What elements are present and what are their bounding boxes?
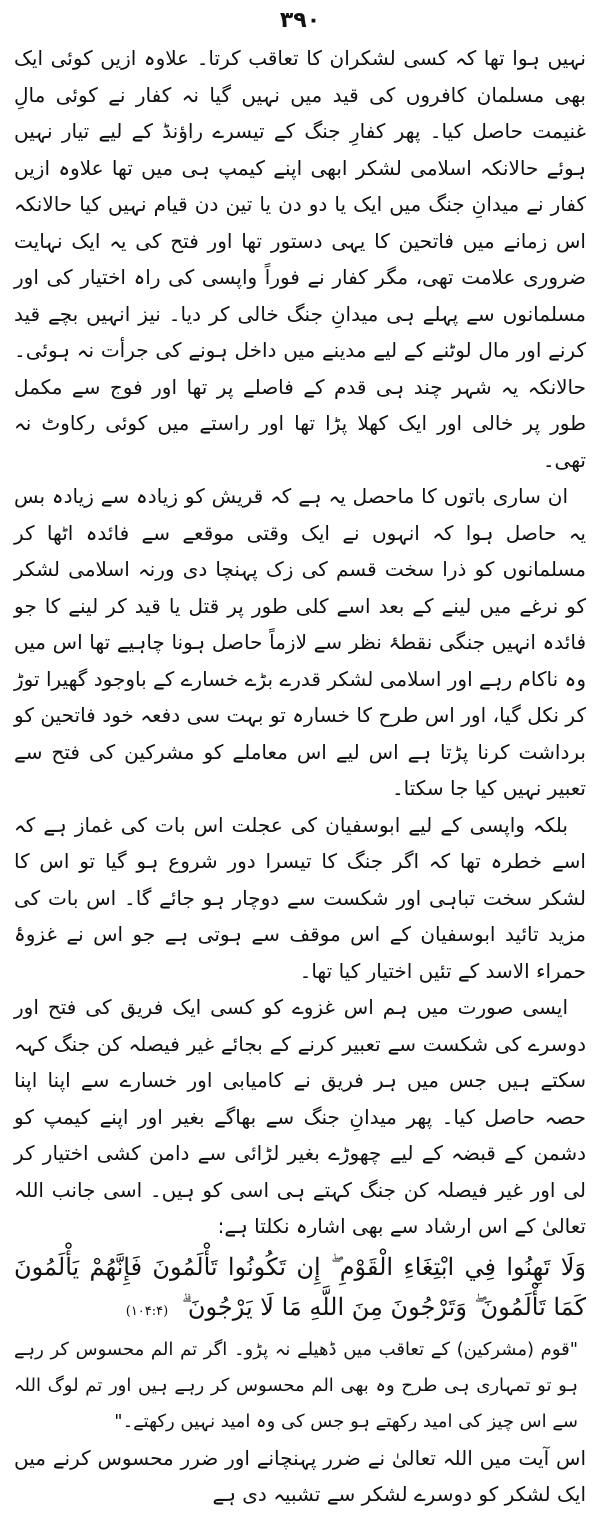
paragraph-4: ایسی صورت میں ہم اس غزوے کو کسی ایک فریق کی فتح اور دوسرے کی شکست سے تعبیر کرنے کے بجائے غیر فیصلہ کن جنگ کہہ سکتے ہیں جس میں ہر فریق نے کامیابی اور خسارے سے اپنا اپنا حصہ حاصل کیا۔ پھر میدانِ جنگ سے بھاگے بغیر اور اپنے کیمپ کو دشمن کے قبضہ کے لیے چھوڑے بغیر لڑائی سے دامن کشی اختیار کر لی اور غیر فیصلہ کن جنگ کہتے ہی اسی کو ہیں۔ اسی جانب اللہ تعالیٰ کے اس ارشاد سے بھی اشارہ نکلتا ہے: (14, 995, 586, 1238)
paragraph-2: ان ساری باتوں کا ماحصل یہ ہے کہ قریش کو زیادہ سے زیادہ بس یہ حاصل ہوا کہ انہوں نے ایک وقتی موقعے سے فائدہ اٹھا کر مسلمانوں کو ذرا سخت قسم کی زک پہنچا دی ورنہ اسلامی لشکر کو نرغے میں لینے کے بعد اسے کلی طور پر قتل یا قید کر لینے کا جو فائدہ انہیں جنگی نقطۂ نظر سے لازماً حاصل ہونا چاہیے تھا اس میں وہ ناکام رہے اور اسلامی لشکر قدرے بڑے خسارے کے باوجود گھیرا توڑ کر نکل گیا، اور اس طرح کا خسارہ تو بہت سی دفعہ خود فاتحین کو برداشت کرنا پڑتا ہے اس لیے اس معاملے کو مشرکین کی فتح سے تعبیر نہیں کیا جا سکتا۔ (14, 484, 586, 800)
quran-verse (14, 1247, 586, 1332)
verse-reference: (۱۰۴:۴) (125, 1303, 169, 1319)
verse-text: وَلَا تَهِنُوا فِي ابْتِغَاءِ الْقَوْمِ ۖ إِن تَكُونُوا تَأْلَمُونَ فَإِنَّهُمْ يَأْلَمُونَ كَمَا تَأْلَمُونَ ۖ وَتَرْجُونَ مِنَ اللَّهِ مَا لَا يَرْجُونَ ۗ (14, 1252, 586, 1321)
paragraph-1: نہیں ہوا تھا کہ کسی لشکران کا تعاقب کرتا۔ علاوہ ازیں کوئی ایک بھی مسلمان کافروں کی قید میں نہیں گیا نہ کفار نے کوئی مالِ غنیمت حاصل کیا۔ پھر کفارِ جنگ کے تیسرے راؤنڈ کے لیے تیار نہیں ہوئے حالانکہ اسلامی لشکر ابھی اپنے کیمپ ہی میں تھا علاوہ ازیں کفار نے میدانِ جنگ میں ایک یا دو دن یا تین دن قیام نہیں کیا حالانکہ اس زمانے میں فاتحین کا یہی دستور تھا اور فتح کی یہ ایک نہایت ضروری علامت تھی، مگر کفار نے فوراً واپسی کی راہ اختیار کی اور مسلمانوں سے پہلے ہی میدانِ جنگ خالی کر دیا۔ نیز انہیں بچے قید کرنے اور مال لوٹنے کے لیے مدینے میں داخل ہونے کی جرأت نہ ہوئی۔ حالانکہ یہ شہر چند ہی قدم کے فاصلے پر تھا اور فوج سے مکمل طور پر خالی اور ایک کھلا پڑا تھا اور راستے میں کوئی رکاوٹ نہ تھی۔ (14, 46, 586, 472)
body-text (14, 40, 586, 1513)
verse-translation: "قوم (مشرکین) کے تعاقب میں ڈھیلے نہ پڑو۔ اگر تم الم محسوس کر رہے ہو تو تمہاری ہی طرح وہ بھی الم محسوس کر رہے ہیں اور تم لوگ اللہ سے اس چیز کی امید رکھتے ہو جس کی وہ امید نہیں رکھتے۔" (14, 1338, 578, 1432)
paragraph-3: بلکہ واپسی کے لیے ابوسفیان کی عجلت اس بات کی غماز ہے کہ اسے خطرہ تھا کہ اگر جنگ کا تیسرا دور شروع ہو گیا تو اس کا لشکر سخت تباہی اور شکست سے دوچار ہو جائے گا۔ اس بات کی مزید تائید ابوسفیان کے اس موقف سے ہوتی ہے جو اس نے غزوۂ حمراء الاسد کے تئیں اختیار کیا تھا۔ (14, 812, 586, 983)
closing-paragraph: اس آیت میں اللہ تعالیٰ نے ضرر پہنچانے اور ضرر محسوس کرنے میں ایک لشکر کو دوسرے لشکر سے تشبیہ دی ہے (14, 1445, 586, 1506)
page-number: ۳۹۰ (279, 8, 321, 33)
